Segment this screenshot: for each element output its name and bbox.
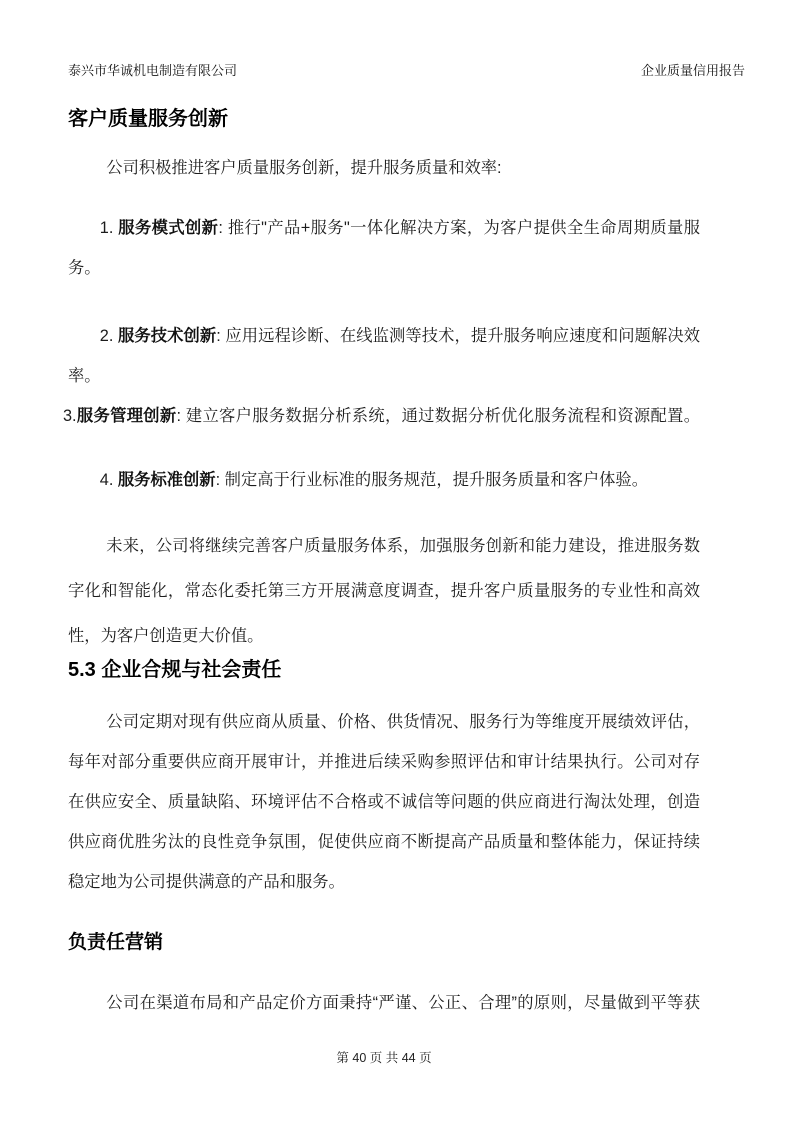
item-1-text: 推行"产品+服务"一体化解决方案，为客户提供全生命周期质量服务。 (68, 219, 700, 277)
supplier-evaluation-paragraph: 公司定期对现有供应商从质量、价格、供货情况、服务行为等维度开展绩效评估，每年对部分重要供应商开展审计，并推进后续采购参照评估和审计结果执行。公司对存在供应安全、质量缺陷、环境评估不合格或不诚信等问题的供应商进行淘汰处理，创造供应商优胜劣汰的良性竞争氛围，促使供应商不断提高产品质量和整体能力，保证持续稳定地为公司提供满意的产品和服务。 (68, 713, 700, 891)
item-3-separator: : (176, 407, 186, 425)
page-footer: 第 40 页 共 44 页 (336, 1051, 432, 1065)
heading-compliance-social-responsibility: 5.3 企业合规与社会责任 (68, 659, 282, 681)
item-3-label: 服务管理创新 (76, 407, 177, 425)
page-header (68, 62, 745, 79)
item-4-label: 服务标准创新 (117, 471, 216, 489)
item-2-text: 应用远程诊断、在线监测等技术，提升服务响应速度和问题解决效率。 (68, 327, 700, 385)
item-3-text: 建立客户服务数据分析系统，通过数据分析优化服务流程和资源配置。 (185, 407, 700, 425)
list-item-1 (68, 208, 700, 288)
item-4-text: 制定高于行业标准的服务规范，提升服务质量和客户体验。 (224, 471, 648, 489)
item-1-number: 1. (99, 219, 119, 237)
item-4-separator: : (215, 471, 225, 489)
responsible-marketing-paragraph: 公司在渠道布局和产品定价方面秉持“严谨、公正、合理”的原则，尽量做到平等获 (106, 994, 700, 1012)
list-item-3 (63, 396, 700, 436)
item-1-label: 服务模式创新 (118, 219, 219, 237)
item-2-number: 2. (99, 327, 118, 345)
heading-responsible-marketing: 负责任营销 (68, 932, 164, 953)
item-1-separator: : (218, 219, 228, 237)
item-2-separator: : (216, 327, 226, 345)
heading-customer-quality-service-innovation: 客户质量服务创新 (68, 108, 228, 130)
header-report-title: 企业质量信用报告 (640, 63, 745, 78)
item-2-label: 服务技术创新 (117, 327, 217, 345)
list-item-4 (68, 460, 700, 500)
item-3-number: 3. (63, 407, 77, 425)
summary-paragraph: 未来，公司将继续完善客户质量服务体系，加强服务创新和能力建设，推进服务数字化和智能化，常态化委托第三方开展满意度调查，提升客户质量服务的专业性和高效性，为客户创造更大价值。 (68, 537, 700, 645)
item-4-number: 4. (99, 471, 118, 489)
list-item-2 (68, 316, 700, 396)
header-company-name: 泰兴市华诚机电制造有限公司 (68, 63, 238, 78)
intro-paragraph: 公司积极推进客户质量服务创新，提升服务质量和效率: (106, 159, 502, 177)
